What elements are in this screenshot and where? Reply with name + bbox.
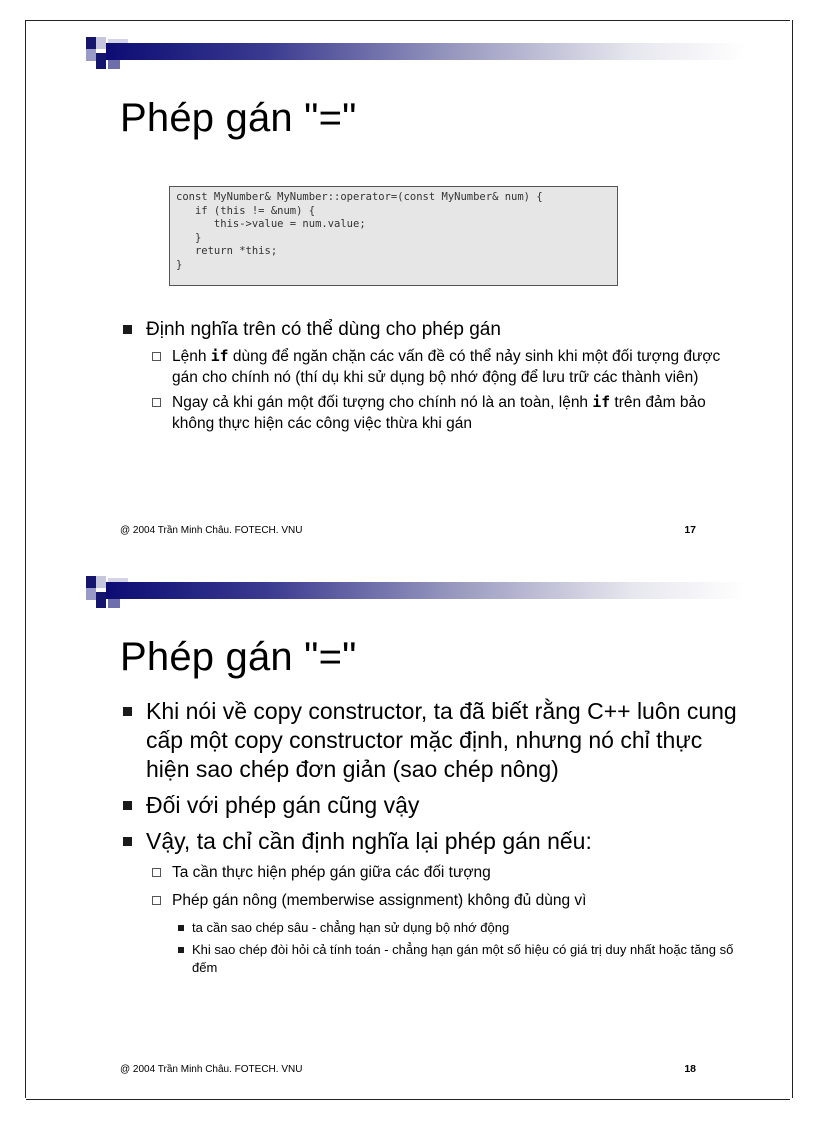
slide-17 <box>26 20 790 561</box>
text-span: Ngay cả khi gán một đối tượng cho chính nó là an toàn, lệnh <box>172 394 593 411</box>
page-number: 17 <box>684 524 696 536</box>
bullet-item: Khi nói về copy constructor, ta đã biết rằng C++ luôn cung cấp một copy constructor mặc định, nhưng nó chỉ thực hiện sao chép đơn giản (sao chép nông) <box>120 697 740 784</box>
text-span: Lệnh <box>172 348 211 365</box>
sub-bullet-item <box>120 346 740 388</box>
bullet-list <box>120 317 740 438</box>
keyword-if: if <box>210 348 229 365</box>
bullet-item: Vậy, ta chỉ cần định nghĩa lại phép gán nếu: <box>120 827 740 856</box>
code-line: return *this; <box>176 245 278 257</box>
title-gradient-bar <box>106 43 746 60</box>
bullet-list <box>120 697 740 981</box>
sub-bullet-item: Ta cần thực hiện phép gán giữa các đối tượng <box>120 863 740 883</box>
text-span: trên đảm bảo không thực hiện các công việc thừa khi gán <box>172 394 706 432</box>
slide-title: Phép gán "=" <box>120 635 357 679</box>
code-line: } <box>176 258 183 271</box>
sub-bullet-item: Phép gán nông (memberwise assignment) không đủ dùng vì <box>120 891 740 911</box>
slide-18 <box>26 560 790 1100</box>
copyright-text: @ 2004 Trần Minh Châu. FOTECH. VNU <box>120 1064 303 1075</box>
sub-sub-bullet-item: Khi sao chép đòi hỏi cả tính toán - chẳng hạn gán một số hiệu có giá trị duy nhất hoặc tăng số đếm <box>120 941 740 977</box>
sub-bullet-item <box>120 392 740 434</box>
bullet-item: Đối với phép gán cũng vậy <box>120 791 740 820</box>
copyright-text: @ 2004 Trần Minh Châu. FOTECH. VNU <box>120 525 303 536</box>
page-number: 18 <box>684 1063 696 1075</box>
code-line: if (this != &num) { <box>176 204 316 217</box>
title-gradient-bar <box>106 582 746 599</box>
text-span: dùng để ngăn chặn các vấn đề có thể nảy sinh khi một đối tượng được gán cho chính nó (thí dụ khi sử dụng bộ nhớ động để lưu trữ các thành viên) <box>172 348 721 386</box>
code-line: } <box>176 231 202 244</box>
code-line: const MyNumber& MyNumber::operator=(const MyNumber& num) { <box>176 191 543 203</box>
bullet-item: Định nghĩa trên có thể dùng cho phép gán <box>120 317 740 342</box>
keyword-if: if <box>592 394 611 411</box>
code-block <box>169 186 618 286</box>
sub-sub-bullet-item: ta cần sao chép sâu - chẳng hạn sử dụng bộ nhớ động <box>120 919 740 937</box>
code-line: this->value = num.value; <box>176 218 366 230</box>
slide-title: Phép gán "=" <box>120 96 357 140</box>
